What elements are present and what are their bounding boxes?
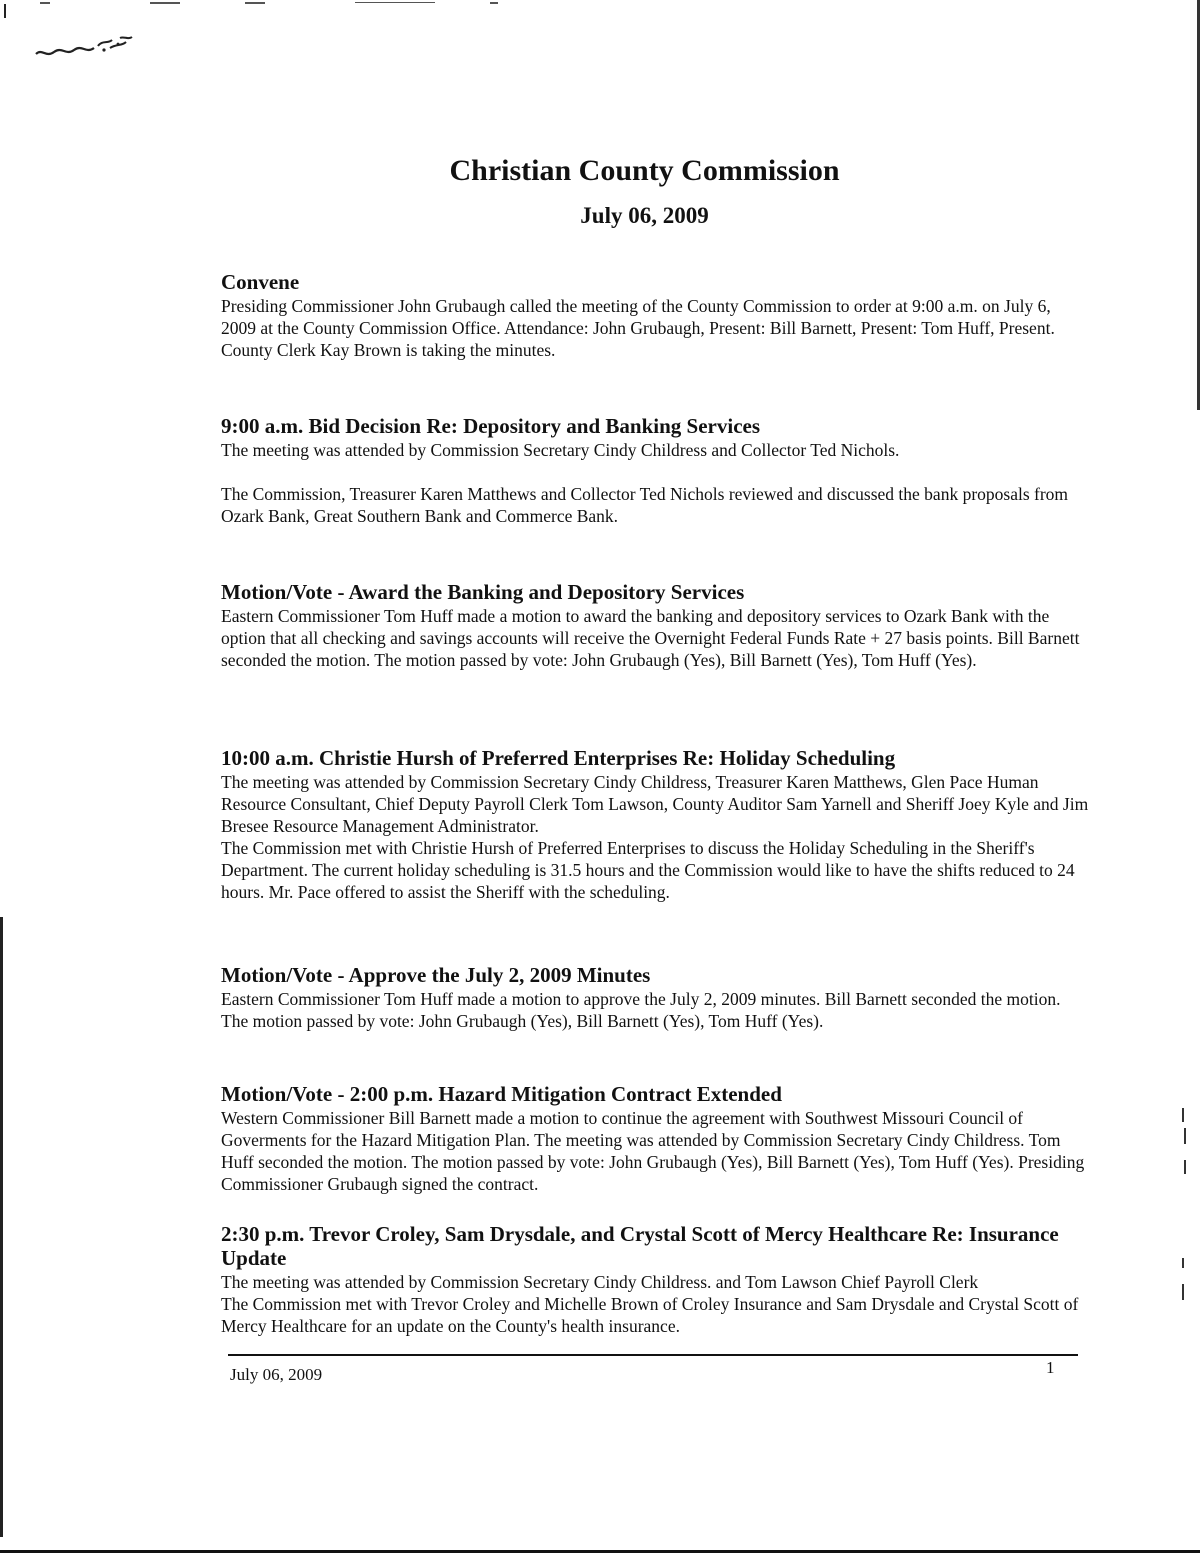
scan-artifact [4, 4, 6, 18]
section-holiday-scheduling [221, 746, 1089, 903]
scan-artifact [1182, 1108, 1184, 1122]
section-paragraph: The Commission met with Trevor Croley and Michelle Brown of Croley Insurance and Sam Drysdale and Crystal Scott of Mercy Healthcare for an update on the County's health insurance. [221, 1294, 1079, 1336]
scan-edge [0, 917, 3, 1537]
scan-artifact [1182, 1284, 1184, 1300]
section-paragraph: The meeting was attended by Commission Secretary Cindy Childress. and Tom Lawson Chief Payroll Clerk [221, 1272, 979, 1292]
scan-artifact [40, 2, 50, 4]
section-heading: 9:00 a.m. Bid Decision Re: Depository and Banking Services [221, 414, 761, 438]
section-paragraph: Eastern Commissioner Tom Huff made a motion to award the banking and depository services to Ozark Bank with the option that all checking and savings accounts will receive the Overnight Federal Funds Rate + 27 basis points. Bill Barnett seconded the motion. The motion passed by vote: John Grubaugh (Yes), Bill Barnett (Yes), Tom Huff (Yes). [221, 606, 1080, 670]
scan-artifact [245, 2, 265, 4]
scan-artifact [1184, 1160, 1186, 1174]
section-paragraph: Presiding Commissioner John Grubaugh called the meeting of the County Commission to order at 9:00 a.m. on July 6, 2009 at the County Commission Office. Attendance: John Grubaugh, Present: Bill Barnett, Present: Tom Huff, Present. County Clerk Kay Brown is taking the minutes. [221, 296, 1055, 360]
section-paragraph: The Commission, Treasurer Karen Matthews and Collector Ted Nichols reviewed and discussed the bank proposals from Ozark Bank, Great Southern Bank and Commerce Bank. [221, 484, 1069, 526]
section-heading: Convene [221, 270, 300, 294]
footer-rule [228, 1354, 1078, 1356]
scan-artifact [490, 2, 498, 4]
section-paragraph: Western Commissioner Bill Barnett made a motion to continue the agreement with Southwest Missouri Council of Goverments for the Hazard Mitigation Plan. The meeting was attended by Commission Secretary Cindy Childress. Tom Huff seconded the motion. The motion passed by vote: John Grubaugh (Yes), Bill Barnett (Yes), Tom Huff (Yes). Presiding Commissioner Grubaugh signed the contract. [221, 1108, 1085, 1194]
handwritten-scribble [32, 34, 142, 64]
section-paragraph: The meeting was attended by Commission Secretary Cindy Childress and Collector Ted Nichols. [221, 440, 900, 460]
section-heading: Motion/Vote - Approve the July 2, 2009 Minutes [221, 963, 651, 987]
section-approve-minutes [221, 963, 1089, 1032]
scan-artifact [1184, 1128, 1186, 1144]
section-heading: Motion/Vote - Award the Banking and Depository Services [221, 580, 745, 604]
section-bid-decision [221, 414, 1089, 527]
section-convene [221, 270, 1089, 361]
section-paragraph: Eastern Commissioner Tom Huff made a motion to approve the July 2, 2009 minutes. Bill Barnett seconded the motion. The motion passed by vote: John Grubaugh (Yes), Bill Barnett (Yes), Tom Huff (Yes). [221, 989, 1061, 1031]
document-title: Christian County Commission [449, 154, 840, 187]
scan-artifact [1182, 1258, 1184, 1268]
page-number: 1 [1046, 1358, 1055, 1377]
section-insurance-update [221, 1222, 1089, 1337]
section-motion-banking [221, 580, 1089, 671]
scan-edge [0, 1550, 1200, 1553]
footer-date: July 06, 2009 [230, 1365, 323, 1384]
section-heading: Motion/Vote - 2:00 p.m. Hazard Mitigation Contract Extended [221, 1082, 782, 1106]
section-heading: 10:00 a.m. Christie Hursh of Preferred Enterprises Re: Holiday Scheduling [221, 746, 896, 770]
document-date: July 06, 2009 [580, 203, 709, 228]
scan-artifact [355, 2, 435, 3]
section-paragraph: The Commission met with Christie Hursh of Preferred Enterprises to discuss the Holiday Scheduling in the Sheriff's Department. The current holiday scheduling is 31.5 hours and the Commission would like to have the shifts reduced to 24 hours. Mr. Pace offered to assist the Sheriff with the scheduling. [221, 838, 1075, 902]
section-heading: 2:30 p.m. Trevor Croley, Sam Drysdale, and Crystal Scott of Mercy Healthcare Re: Insurance Update [221, 1222, 1059, 1270]
scan-artifact [150, 2, 180, 4]
section-hazard-mitigation [221, 1082, 1089, 1195]
section-paragraph: The meeting was attended by Commission Secretary Cindy Childress, Treasurer Karen Matthews, Glen Pace Human Resource Consultant, Chief Deputy Payroll Clerk Tom Lawson, County Auditor Sam Yarnell and Sheriff Joey Kyle and Jim Bresee Resource Management Administrator. [221, 772, 1089, 836]
